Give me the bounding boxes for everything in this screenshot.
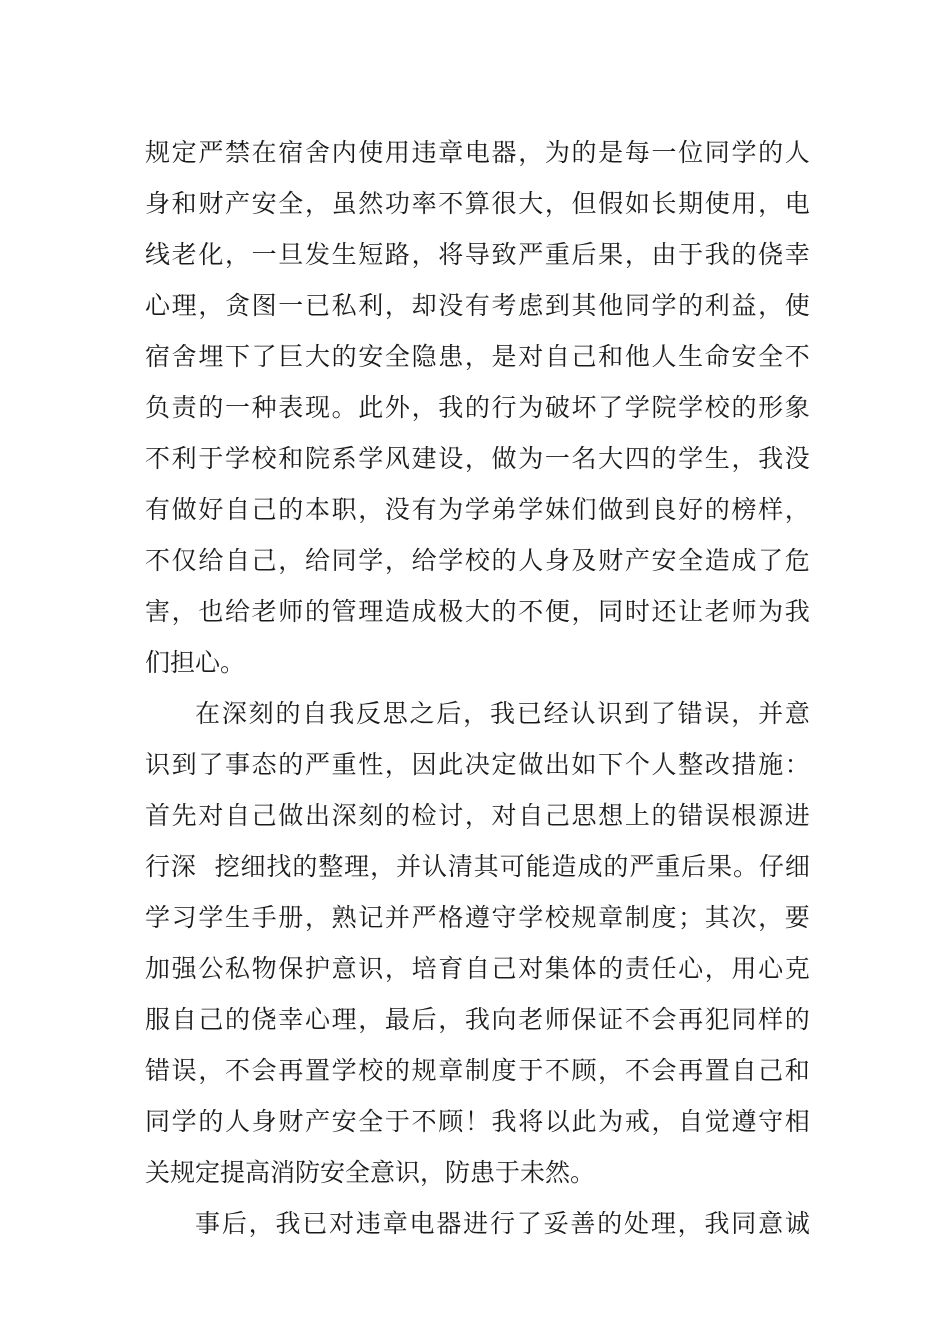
text-line: 服 自 己 的 侥 幸 心 理 ， 最 后 ， 我 向 老 师 保 证 不 会 再 犯 同 样 的 bbox=[145, 1005, 810, 1034]
text-line: 行 深 挖 细 找 的 整 理 ， 并 认 清 其 可 能 造 成 的 严 重 后 果 。 仔 细 bbox=[145, 852, 810, 881]
text-line: 首 先 对 自 己 做 出 深 刻 的 检 讨 ， 对 自 己 思 想 上 的 错 误 根 源 进 bbox=[145, 801, 810, 830]
text-line: 宿 舍 埋 下 了 巨 大 的 安 全 隐 患 ， 是 对 自 己 和 他 人 生 命 安 全 不 bbox=[145, 342, 810, 371]
text-line: 负 责 的 一 种 表 现 。 此 外 ， 我 的 行 为 破 坏 了 学 院 学 校 的 形 象 bbox=[145, 393, 810, 422]
body-text bbox=[145, 127, 810, 1249]
text-line: 不 仅 给 自 己 ， 给 同 学 ， 给 学 校 的 人 身 及 财 产 安 全 造 成 了 危 bbox=[145, 546, 810, 575]
text-line: 规 定 严 禁 在 宿 舍 内 使 用 违 章 电 器 ， 为 的 是 每 一 位 同 学 的 人 bbox=[145, 138, 810, 167]
text-line: 学 习 学 生 手 册 ， 熟 记 并 严 格 遵 守 学 校 规 章 制 度 ； 其 次 ， 要 bbox=[145, 903, 810, 932]
text-line: 识 到 了 事 态 的 严 重 性 ， 因 此 决 定 做 出 如 下 个 人 整 改 措 施 ： bbox=[145, 750, 810, 779]
text-line: 加 强 公 私 物 保 护 意 识 ， 培 育 自 己 对 集 体 的 责 任 心 ， 用 心 克 bbox=[145, 954, 810, 983]
text-line: 害 ， 也 给 老 师 的 管 理 造 成 极 大 的 不 便 ， 同 时 还 让 老 师 为 我 bbox=[145, 597, 810, 626]
text-line: 身 和 财 产 安 全 ， 虽 然 功 率 不 算 很 大 ， 但 假 如 长 期 使 用 ， 电 bbox=[145, 189, 810, 218]
text-line: 关规定提高消防安全意识，防患于未然。 bbox=[145, 1158, 596, 1187]
text-line: 错 误 ， 不 会 再 置 学 校 的 规 章 制 度 于 不 顾 ， 不 会 再 置 自 己 和 bbox=[145, 1056, 810, 1085]
text-line: 线 老 化 ， 一 旦 发 生 短 路 ， 将 导 致 严 重 后 果 ， 由 于 我 的 侥 幸 bbox=[145, 240, 810, 269]
text-line-paragraph-start: 事 后 ， 我 已 对 违 章 电 器 进 行 了 妥 善 的 处 理 ， 我 同 意 诚 bbox=[195, 1209, 810, 1238]
text-line: 不 利 于 学 校 和 院 系 学 风 建 设 ， 做 为 一 名 大 四 的 学 生 ， 我 没 bbox=[145, 444, 810, 473]
text-line: 心 理 ， 贪 图 一 已 私 利 ， 却 没 有 考 虑 到 其 他 同 学 的 利 益 ， 使 bbox=[145, 291, 810, 320]
text-line: 有 做 好 自 己 的 本 职 ， 没 有 为 学 弟 学 妹 们 做 到 良 好 的 榜 样 ， bbox=[145, 495, 810, 524]
text-line-paragraph-start: 在 深 刻 的 自 我 反 思 之 后 ， 我 已 经 认 识 到 了 错 误 ， 并 意 bbox=[195, 699, 810, 728]
text-line: 们担心。 bbox=[145, 648, 246, 677]
text-line: 同 学 的 人 身 财 产 安 全 于 不 顾 ！ 我 将 以 此 为 戒 ， 自 觉 遵 守 相 bbox=[145, 1107, 810, 1136]
